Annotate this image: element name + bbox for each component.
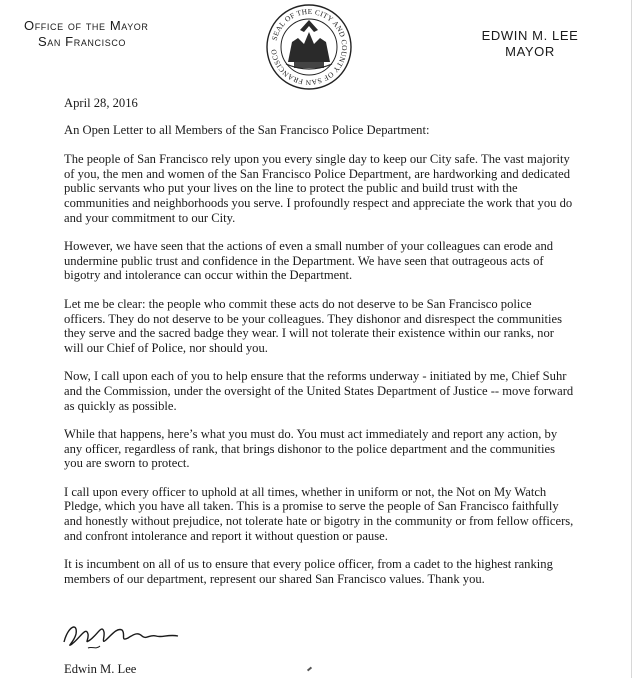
paragraph: It is incumbent on all of us to ensure that every police officer, from a cadet to the highest ranking members of our department, represent our shared San Francisco values. Thank you. xyxy=(64,557,553,586)
paragraph: However, we have seen that the actions of even a small number of your colleagues can erode and undermine public trust and confidence in the Department. We have seen that outrageous acts of bigotry and intolerance can occur within the Department. xyxy=(64,239,554,283)
handwritten-signature xyxy=(58,612,188,660)
svg-text:SEAL OF THE CITY AND COUNTY OF: SEAL OF THE CITY AND COUNTY OF SAN FRANCISCO xyxy=(268,6,350,88)
paragraph: While that happens, here’s what you must do. You must act immediately and report any action, by any officer, regardless of rank, that brings dishonor to the police department and the communities you are sworn to protect. xyxy=(64,427,558,471)
office-title: Office of the Mayor xyxy=(24,18,149,33)
paragraph: Now, I call upon each of you to help ensure that the reforms underway - initiated by me, Chief Suhr and the Commission, under the oversight of the United States Department of Justice -- move forward as quickly as possible. xyxy=(64,369,574,413)
office-city: San Francisco xyxy=(38,34,127,49)
paragraph: Let me be clear: the people who commit these acts do not deserve to be San Francisco police officers. They do not deserve to be your colleagues. They dishonor and disrespect the communities they serve and the sacred badge they wear. I will not tolerate their existence within our ranks, nor will our Chief of Police, nor should you. xyxy=(64,296,563,355)
paragraph: The people of San Francisco rely upon you every single day to keep our City safe. The vast majority of you, the men and women of the San Francisco Police Department, are hardworking and dedicated public servants who put your lives on the line to protect the public and build trust with the communities and neighborhoods you serve. I profoundly respect and appreciate the work that you do and your commitment to our City. xyxy=(64,152,573,225)
mayor-header xyxy=(470,28,590,60)
scan-mark xyxy=(307,667,312,672)
page-edge xyxy=(631,0,632,678)
mayor-name: EDWIN M. LEE xyxy=(481,28,579,43)
paragraph: I call upon every officer to uphold at all times, whether in uniform or not, the Not on My Watch Pledge, which you have all taken. This is a promise to serve the people of San Francisco faithfully and honestly without prejudice, not tolerate hate or bigotry in the community or from fellow officers, and confront intolerance and report it without question or pause. xyxy=(64,484,574,543)
letter-body xyxy=(64,96,574,600)
office-header xyxy=(24,18,149,50)
letter-date: April 28, 2016 xyxy=(64,96,138,110)
signer-name: Edwin M. Lee xyxy=(64,662,137,676)
city-seal-icon xyxy=(264,2,354,92)
mayor-title: MAYOR xyxy=(505,44,555,59)
letter-salutation: An Open Letter to all Members of the San Francisco Police Department: xyxy=(64,122,430,137)
